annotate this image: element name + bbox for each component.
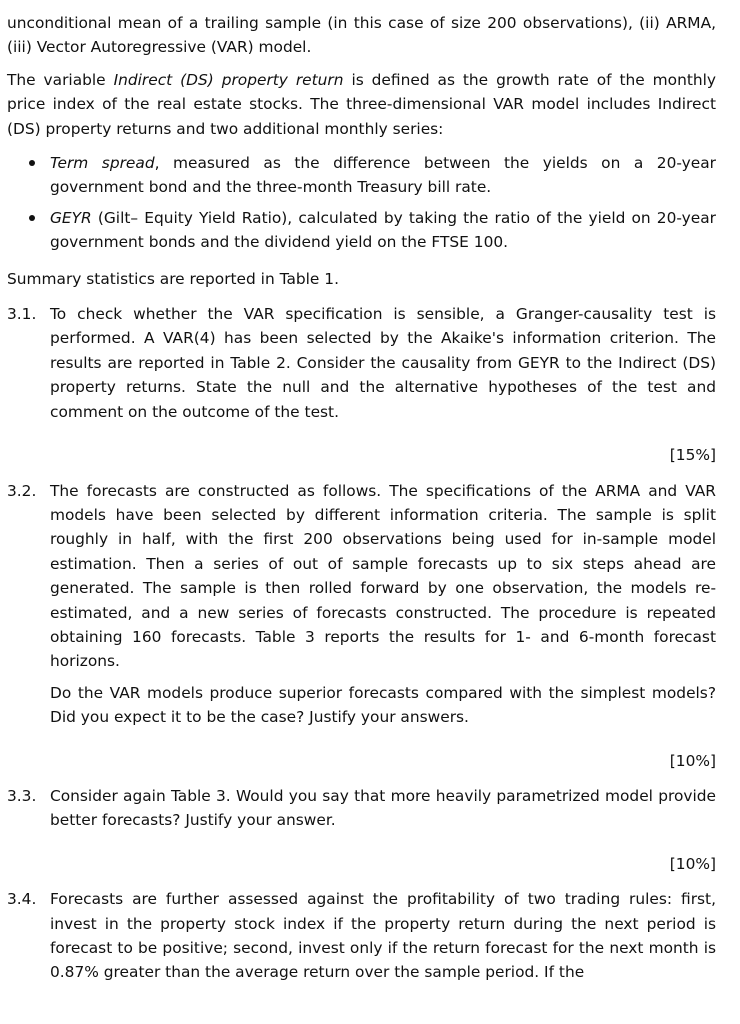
list-item-term: Term spread bbox=[50, 154, 155, 173]
question-3-3 bbox=[7, 784, 716, 876]
list-item bbox=[7, 151, 716, 200]
list-item-text: , measured as the difference between the yields on a 20-year government bond and the three-month Treasury bill rate. bbox=[50, 154, 716, 197]
variable-definition-lead: The variable bbox=[7, 70, 114, 89]
variable-definition-term: Indirect (DS) property return bbox=[113, 70, 344, 89]
question-number: 3.3. bbox=[7, 786, 37, 805]
question-number: 3.1. bbox=[7, 305, 37, 324]
question-text: Forecasts are further assessed against the profitability of two trading rules: first, invest in the property stock index if the property return during the next period is forecast to be positive; second, invest only if the return forecast for the next month is 0.87% greater than the average return over the sample period. If the bbox=[50, 890, 716, 982]
variable-definition-body: is defined as the growth rate of the monthly price index of the real estate stocks. The three-dimensional VAR model includes Indirect (DS) property returns and two additional monthly series: bbox=[7, 70, 717, 138]
list-item-text: (Gilt– Equity Yield Ratio), calculated by taking the ratio of the yield on 20-year government bonds and the dividend yield on the FTSE 100. bbox=[50, 208, 716, 252]
question-subtext: Do the VAR models produce superior forecasts compared with the simplest models? Did you expect it to be the case? Justify your answers. bbox=[50, 683, 716, 727]
list-item bbox=[7, 206, 716, 255]
question-number: 3.4. bbox=[7, 890, 37, 909]
list-item-term: GEYR bbox=[50, 208, 92, 227]
document-page bbox=[7, 11, 716, 985]
intro-paragraph: unconditional mean of a trailing sample (in this case of size 200 observations), (ii) ARMA, (iii) Vector Autoregressive (VAR) model. bbox=[7, 14, 716, 57]
bullet-icon bbox=[29, 215, 35, 221]
bullet-icon bbox=[29, 160, 35, 166]
question-3-4 bbox=[7, 887, 716, 985]
question-3-2 bbox=[7, 479, 716, 773]
question-text: Consider again Table 3. Would you say that more heavily parametrized model provide better forecasts? Justify your answer. bbox=[50, 786, 716, 830]
summary-sentence: Summary statistics are reported in Table 1. bbox=[7, 269, 339, 288]
question-text: To check whether the VAR specification is sensible, a Granger-causality test is performed. A VAR(4) has been selected by the Akaike's information criterion. The results are reported in Table 2. Consider the causality from GEYR to the Indirect (DS) property returns. State the null and the alternative hypotheses of the test and comment on the outcome of the test. bbox=[50, 305, 716, 421]
question-3-1 bbox=[7, 302, 716, 467]
variable-definition-paragraph bbox=[7, 68, 716, 141]
series-list bbox=[7, 151, 716, 255]
question-marks: [15%] bbox=[669, 446, 716, 465]
question-marks: [10%] bbox=[669, 751, 716, 770]
question-marks: [10%] bbox=[669, 854, 716, 873]
question-number: 3.2. bbox=[7, 481, 37, 500]
question-text: The forecasts are constructed as follows. The specifications of the ARMA and VAR models have been selected by different information criteria. The sample is split roughly in half, with the first 200 observations being used for in-sample model estimation. Then a series of out of sample forecasts up to six steps ahead are generated. The sample is then rolled forward by one observation, the models re-estimated, and a new series of forecasts constructed. The procedure is repeated obtaining 160 forecasts. Table 3 reports the results for 1- and 6-month forecast horizons. bbox=[50, 481, 716, 671]
